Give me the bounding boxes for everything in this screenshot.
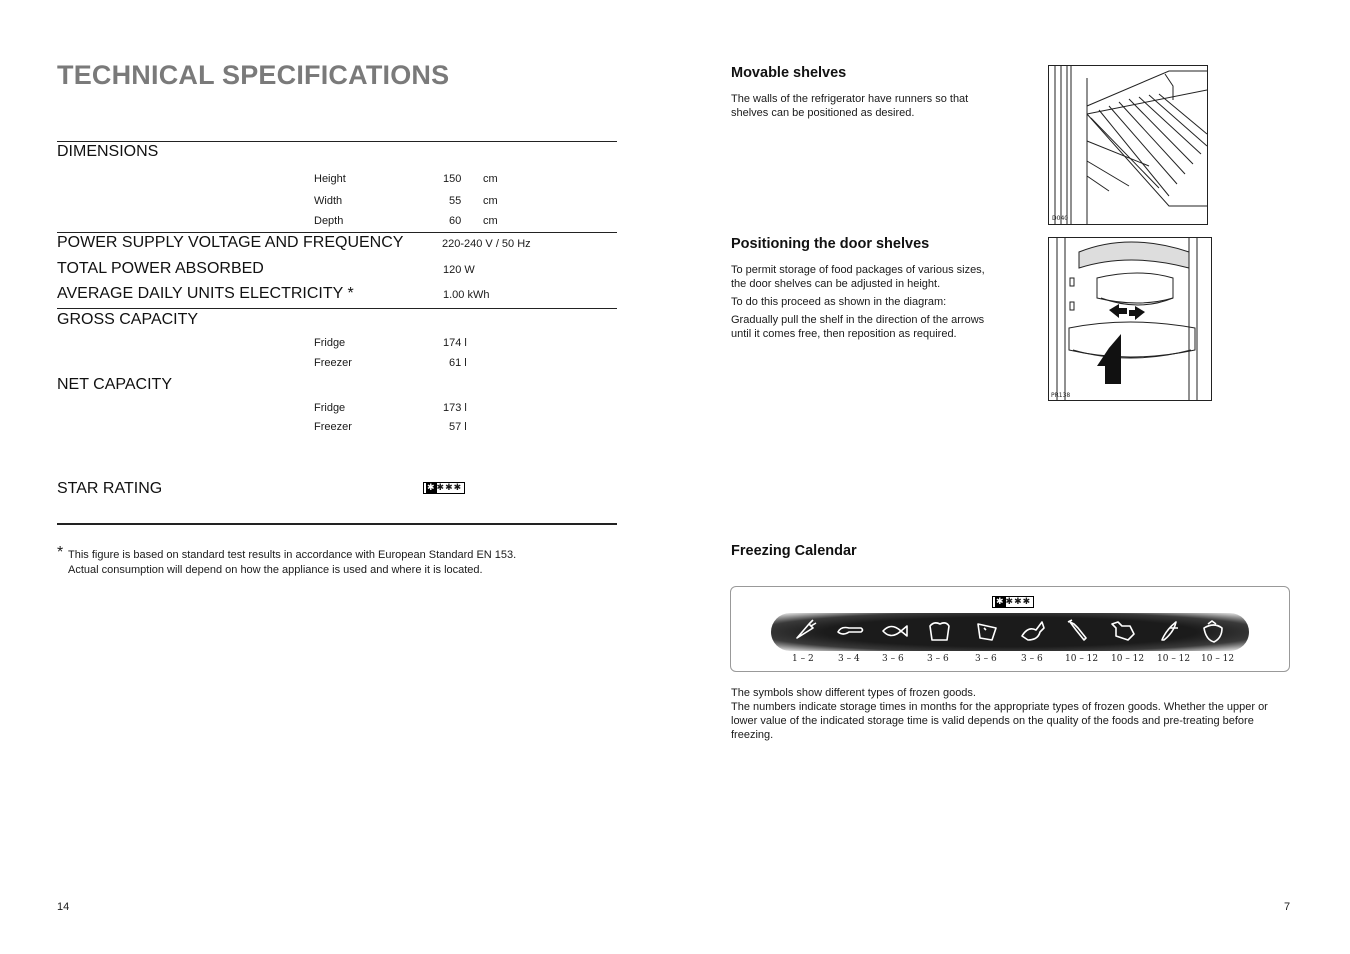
door-shelves-figure [1048,237,1212,401]
storage-range: 10 – 12 [1111,654,1145,664]
storage-range: 10 – 12 [1201,654,1235,664]
daily-units-value: 1.00 kWh [443,289,490,301]
total-power-label: TOTAL POWER ABSORBED [57,260,264,277]
fish-icon [879,618,909,644]
divider [57,141,617,142]
carrot-icon [789,618,819,644]
movable-shelves-figure [1048,65,1208,225]
door-shelves-text-2: To do this proceed as shown in the diagram: [731,296,947,308]
freezer-star-icon: ✱ [996,597,1005,607]
daily-units-label: AVERAGE DAILY UNITS ELECTRICITY * [57,285,354,302]
depth-value: 60 [449,215,462,227]
net-capacity-heading: NET CAPACITY [57,376,172,393]
freezer-star-icon: ✱ [427,483,436,493]
net-freezer-label: Freezer [314,421,352,433]
total-power-value: 120 W [443,264,475,276]
power-supply-value: 220-240 V / 50 Hz [442,238,531,250]
footnote-line-2: Actual consumption will depend on how the appliance is used and where it is located. [68,564,483,576]
power-supply-label: POWER SUPPLY VOLTAGE AND FREQUENCY [57,234,404,251]
freezing-calendar-title: Freezing Calendar [731,543,857,559]
storage-range: 1 – 2 [792,654,814,664]
star-rating-symbol [423,482,465,494]
cheese-icon [972,618,1002,644]
divider [57,308,617,309]
star-rating-label: STAR RATING [57,480,163,497]
dimensions-heading: DIMENSIONS [57,143,159,160]
poultry-icon [1018,618,1048,644]
storage-range: 3 – 6 [975,654,997,664]
footnote-line-1: This figure is based on standard test results in accordance with European Standard EN 153. [68,549,517,561]
page-number-right: 7 [1284,901,1291,913]
gross-freezer-value: 61 l [449,357,467,369]
movable-shelves-title: Movable shelves [731,65,847,81]
net-freezer-value: 57 l [449,421,467,433]
height-label: Height [314,173,346,185]
strawberry-icon [1198,618,1228,644]
height-value: 150 [443,173,462,185]
page-number-left: 14 [57,901,70,913]
bread-icon [924,618,954,644]
calendar-star-rating [992,596,1034,608]
storage-range: 3 – 4 [838,654,860,664]
door-shelf-illustration [1049,238,1211,400]
gross-fridge-label: Fridge [314,337,346,349]
divider [57,523,617,525]
height-unit: cm [483,173,498,185]
depth-unit: cm [483,215,498,227]
freezing-calendar-note [731,686,1291,742]
gross-capacity-heading: GROSS CAPACITY [57,311,199,328]
page-title: TECHNICAL SPECIFICATIONS [57,60,450,90]
width-value: 55 [449,195,462,207]
storage-range: 10 – 12 [1157,654,1191,664]
width-label: Width [314,195,343,207]
vegetable-icon [1154,618,1184,644]
star-icons: ✱✱✱ [1005,597,1032,607]
figure-code: D040 [1052,215,1069,222]
door-shelves-title: Positioning the door shelves [731,236,930,252]
movable-shelves-text: The walls of the refrigerator have runners so that shelves can be positioned as desired. [731,93,969,119]
storage-range: 3 – 6 [882,654,904,664]
width-unit: cm [483,195,498,207]
gross-freezer-label: Freezer [314,357,352,369]
storage-range: 3 – 6 [1021,654,1043,664]
divider [57,232,617,233]
storage-range: 3 – 6 [927,654,949,664]
net-fridge-value: 173 l [443,402,467,414]
star-icons: ✱✱✱ [436,483,463,493]
calendar-note-line-1: The symbols show different types of frozen goods. [731,687,976,699]
shelf-runners-illustration [1049,66,1207,224]
storage-range: 10 – 12 [1065,654,1099,664]
door-shelves-text-1: To permit storage of food packages of various sizes, the door shelves can be adjusted in height. [731,264,985,290]
door-shelves-text-3: Gradually pull the shelf in the direction of the arrows until it comes free, then reposition as required. [731,314,985,340]
gross-fridge-value: 174 l [443,337,467,349]
figure-code: PR138 [1051,392,1071,399]
calendar-note-line-2: The numbers indicate storage times in months for the appropriate types of frozen goods. Whether the upper or lower value of the indicated storage time is valid depends on the quality of the foods and pre-treating before freezing. [731,701,1268,741]
footnote-asterisk: * [57,544,64,561]
freezing-calendar-panel [730,586,1290,672]
cow-icon [1108,618,1138,644]
net-fridge-label: Fridge [314,402,346,414]
meat-cut-icon [1062,618,1092,644]
depth-label: Depth [314,215,344,227]
sausage-icon [835,618,865,644]
